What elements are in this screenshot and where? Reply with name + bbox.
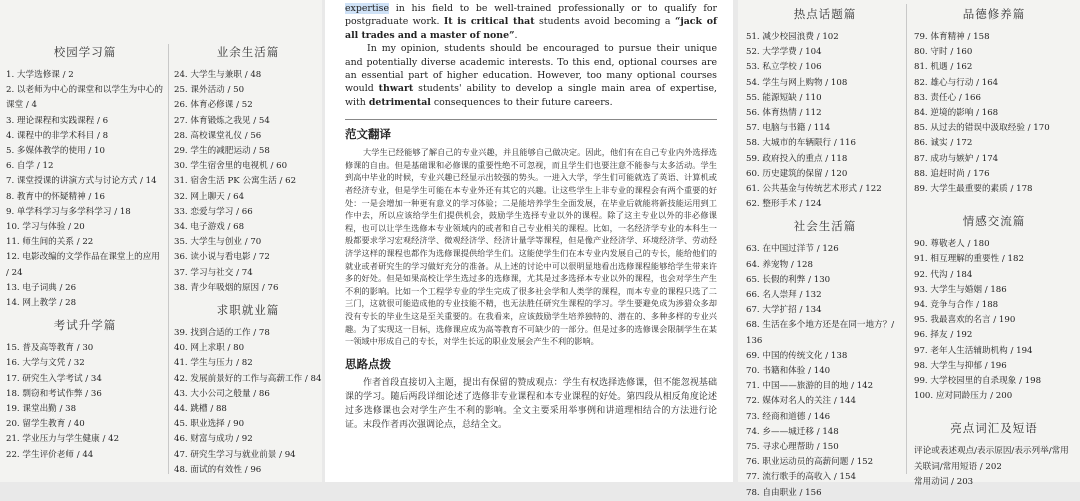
toc-entry[interactable]: 61. 公共基金与传统艺术形式 / 122 — [746, 184, 882, 195]
toc-entry[interactable]: 38. 青少年吸烟的原因 / 76 — [174, 282, 279, 293]
section-campus-study — [6, 44, 164, 311]
toc-entry[interactable]: 84. 逆境的影响 / 168 — [914, 108, 999, 119]
toc-entry[interactable]: 29. 学生的减肥运动 / 58 — [174, 146, 270, 157]
toc-entry[interactable]: 97. 老年人生活辅助机构 / 194 — [914, 345, 1033, 356]
toc-entry[interactable]: 27. 体育锻炼之我见 / 54 — [174, 115, 270, 126]
toc-entry[interactable]: 82. 雄心与行动 / 164 — [914, 77, 999, 88]
toc-entry[interactable]: 55. 能源短缺 / 110 — [746, 92, 822, 103]
toc-entry[interactable]: 57. 电脑与书籍 / 114 — [746, 123, 831, 134]
bold-phrase: It is critical that — [443, 16, 535, 28]
translation-text: 大学生已经能够了解自己的专业兴趣，并且能够自己做决定。因此，他们有在自己专业内外选择选修课的自由。但是基础课和必修课的重要性绝不可忽视，而且学生们也要注意不能参与太多活动。学生到高中毕业的时候，专业兴趣已经显示出较强的势头。一进入大学，学生们可能就选了英语、计算机或者经济专业，但是学生可能在本专业外还有其它的兴趣。让这些学生上非专业的课程会有两个重要的好处：一是会增加一种更有意义的学习体验；二是能培养学生全面发展，在毕业后就能将新技能运用到工作中去，所以应该给学生们提供机会，鼓励学生选择专业以外的课程。除了这主专业以外的非必修课程，也可以让学生选修本专业领域内的或者和自己专业相关的课程。比如，一名经济学专业的本科生一般都要求学习宏观经济学、微观经济学、经济计量学等课程，但是像产业经济学、环境经济学、劳动经济学这样的课程也都作为选修课提供给学生们。这能使学生们在本专业内发展自己的专长，能给他们的就业或者研究生的学习做好充分的准备。从上述的讨论中可以很明显地看出选修课程能够给学生带来许多的好处。但是如果高校让学生选过多的选修课，尤其是过多选择本专业以外的课程，也会对学生产生不利的影响。比如一个工程学专业的学生完成了很多社会学和人类学的课程，而本专业的课程只选了二三门，这就很可能造成他的专业技能不精，也无法胜任研究生课程的学习。学生要避免成为涉猎众多却没有专长的毕业生这是至关重要的。在我看来，应该鼓励学生培养独特的、潜在的、多种多样的专业兴趣。为了实现这一目标，选修课应成为高等教育不可缺少的一部分。但是过多的选修课会限制学生在某一领域中形成自己的专长，对学生长远的职业发展会产生不利的影响。 — [345, 147, 717, 347]
toc-entry[interactable]: 70. 书籍和体验 / 140 — [746, 366, 831, 377]
toc-entry[interactable]: 12. 电影改编的文学作品在课堂上的应用 / 24 — [6, 252, 160, 278]
bold-word: thwart — [378, 83, 414, 95]
toc-entry[interactable]: 85. 从过去的错误中汲取经验 / 170 — [914, 123, 1050, 134]
toc-entry[interactable]: 60. 历史建筑的保留 / 120 — [746, 168, 848, 179]
toc-entry[interactable]: 16. 大学与文凭 / 32 — [6, 358, 85, 369]
text-run: . — [514, 29, 518, 41]
toc-entry[interactable]: 4. 课程中的非学术科目 / 8 — [6, 130, 109, 141]
idea-text: 作者首段直接切入主题，提出有保留的赞成观点：学生有权选择选修课，但不能忽视基础课的学习。随后两段详细论述了选修非专业课程和本专业课程的好处。第四段从相反角度论述过多选修课也会对学生产生不利的影响。全文主要采用举事例和讲道理相结合的方法进行论证。末段作者再次强调论点，总结全文。 — [345, 377, 717, 431]
toc-left-page — [0, 0, 322, 482]
toc-entry[interactable]: 18. 剽窃和考试作弊 / 36 — [6, 388, 102, 399]
toc-entry[interactable]: 92. 代沟 / 184 — [914, 269, 973, 280]
toc-entry[interactable]: 22. 学生评价老师 / 44 — [6, 449, 94, 460]
toc-entry[interactable]: 73. 经商和道德 / 146 — [746, 411, 831, 422]
toc-entry[interactable]: 79. 体育精神 / 158 — [914, 32, 990, 42]
toc-entry[interactable]: 37. 学习与社交 / 74 — [174, 267, 253, 278]
text-run: consequences to their future careers. — [430, 96, 613, 108]
toc-entry[interactable]: 74. 乡——城迁移 / 148 — [746, 426, 839, 437]
toc-entry[interactable]: 42. 发展前景好的工作与高薪工作 / 84 — [174, 373, 322, 384]
toc-list — [174, 68, 322, 296]
toc-entry[interactable]: 33. 恋爱与学习 / 66 — [174, 206, 253, 217]
section-heading: 情感交流篇 — [962, 214, 1026, 229]
section-heading: 求职就业篇 — [216, 303, 280, 318]
toc-entry[interactable]: 36. 读小说与看电影 / 72 — [174, 252, 270, 263]
toc-entry[interactable]: 91. 相互理解的重要性 / 182 — [914, 254, 1024, 265]
section-heading: 考试升学篇 — [53, 318, 117, 333]
toc-entry[interactable]: 13. 电子词典 / 26 — [6, 282, 77, 293]
toc-entry[interactable]: 9. 单学科学习与多学科学习 / 18 — [6, 206, 131, 217]
column-divider — [906, 4, 907, 474]
toc-entry[interactable]: 63. 在中国过洋节 / 126 — [746, 244, 839, 255]
english-essay — [345, 0, 717, 109]
toc-list — [914, 444, 1074, 490]
bold-word: detrimental — [368, 96, 431, 108]
article-page — [325, 0, 733, 482]
toc-entry[interactable]: 46. 财富与成功 / 92 — [174, 434, 253, 445]
toc-entry[interactable]: 2. 以老师为中心的课堂和以学生为中心的课堂 / 4 — [6, 85, 164, 111]
toc-entry[interactable]: 56. 体育热情 / 112 — [746, 108, 822, 119]
section-hot-topics — [746, 6, 904, 212]
toc-entry[interactable]: 45. 职业选择 / 90 — [174, 419, 245, 430]
toc-entry[interactable]: 71. 中国——旅游的目的地 / 142 — [746, 381, 874, 392]
toc-entry[interactable]: 72. 媒体对名人的关注 / 144 — [746, 396, 856, 407]
section-heading: 亮点词汇及短语 — [950, 421, 1038, 436]
text-run: in his field to be well-trained professionally or to qualify for postgraduate work. — [345, 3, 717, 28]
toc-entry[interactable]: 87. 成功与嫉妒 / 174 — [914, 153, 999, 164]
toc-entry[interactable]: 7. 课堂授课的讲演方式与讨论方式 / 14 — [6, 176, 157, 187]
toc-entry[interactable]: 8. 教育中的怀疑精神 / 16 — [6, 191, 105, 202]
essay-paragraph — [345, 42, 717, 109]
section-exams — [6, 317, 164, 463]
section-social-life — [746, 218, 904, 500]
toc-entry[interactable]: 86. 诚实 / 172 — [914, 138, 973, 149]
column-divider — [168, 44, 169, 474]
text-run: In my opinion, students should be encouraged to pursue their unique and potentially diverse academic interests. To this end, optional courses are an essential part of higher education. However, too many optional courses would — [345, 43, 717, 95]
toc-entry[interactable]: 52. 大学学费 / 104 — [746, 47, 822, 58]
toc-entry[interactable]: 80. 守时 / 160 — [914, 47, 973, 58]
toc-list — [914, 237, 1074, 404]
toc-entry[interactable]: 69. 中国的传统文化 / 138 — [746, 350, 848, 361]
section-heading: 校园学习篇 — [53, 45, 117, 59]
toc-entry[interactable]: 78. 自由职业 / 156 — [746, 487, 822, 498]
text-run: students' ability to develop a single main area of expertise, with — [345, 83, 718, 108]
toc-entry[interactable]: 48. 面试的有效性 / 96 — [174, 464, 262, 475]
toc-left-col2 — [174, 38, 322, 478]
idea-title: 思路点拨 — [345, 356, 391, 371]
toc-entry[interactable]: 54. 学生与网上购物 / 108 — [746, 77, 848, 88]
section-emotion — [914, 213, 1074, 404]
section-heading: 热点话题篇 — [793, 7, 857, 21]
toc-entry[interactable]: 76. 职业运动员的高薪问题 / 152 — [746, 457, 874, 468]
toc-entry[interactable]: 93. 大学生与婚姻 / 186 — [914, 284, 1007, 295]
toc-entry[interactable]: 6. 自学 / 12 — [6, 161, 54, 172]
section-heading: 品德修养篇 — [962, 7, 1026, 21]
toc-entry[interactable]: 41. 学生与压力 / 82 — [174, 358, 253, 369]
toc-entry[interactable]: 3. 理论课程和实践课程 / 6 — [6, 115, 109, 126]
toc-entry[interactable]: 58. 大城市的车辆限行 / 116 — [746, 138, 856, 149]
section-morality — [914, 6, 1074, 197]
toc-entry[interactable]: 51. 减少校园浪费 / 102 — [746, 32, 839, 42]
text-run: students avoid becoming a — [534, 16, 675, 28]
section-leisure — [174, 44, 322, 296]
toc-entry[interactable]: 83. 责任心 / 166 — [914, 92, 981, 103]
toc-list — [746, 30, 904, 212]
toc-entry[interactable]: 96. 择友 / 192 — [914, 330, 973, 341]
toc-entry[interactable]: 20. 留学生教育 / 40 — [6, 419, 85, 430]
translation-title: 范文翻译 — [345, 127, 391, 142]
toc-entry[interactable]: 21. 学业压力与学生健康 / 42 — [6, 434, 120, 445]
toc-entry[interactable]: 28. 高校课堂礼仪 / 56 — [174, 130, 262, 141]
essay-paragraph — [345, 2, 717, 42]
toc-entry[interactable]: 53. 私立学校 / 106 — [746, 62, 822, 73]
toc-entry[interactable]: 25. 课外活动 / 50 — [174, 85, 245, 96]
toc-entry[interactable]: 77. 流行歌手的高收入 / 154 — [746, 472, 856, 483]
toc-entry[interactable]: 40. 网上求职 / 80 — [174, 343, 245, 354]
toc-entry[interactable]: 32. 网上聊天 / 64 — [174, 191, 245, 202]
toc-entry[interactable]: 30. 学生宿舍里的电视机 / 60 — [174, 161, 288, 172]
toc-entry[interactable]: 59. 政府投入的重点 / 118 — [746, 153, 848, 164]
toc-entry[interactable]: 1. 大学选修课 / 2 — [6, 70, 74, 80]
section-heading: 业余生活篇 — [216, 45, 280, 59]
toc-entry[interactable]: 19. 课堂出勤 / 38 — [6, 404, 77, 415]
toc-entry[interactable]: 11. 师生间的关系 / 22 — [6, 237, 94, 248]
toc-entry[interactable]: 100. 应对同龄压力 / 200 — [914, 391, 1013, 402]
toc-entry[interactable]: 5. 多媒体教学的使用 / 10 — [6, 146, 105, 157]
toc-entry[interactable]: 94. 竞争与合作 / 188 — [914, 300, 999, 311]
toc-entry[interactable]: 10. 学习与体验 / 20 — [6, 222, 85, 233]
toc-entry[interactable]: 98. 大学生与抑郁 / 196 — [914, 360, 1007, 371]
toc-entry[interactable]: 34. 电子游戏 / 68 — [174, 222, 245, 233]
toc-entry[interactable]: 44. 跳槽 / 88 — [174, 404, 227, 415]
toc-entry[interactable]: 常用动词 / 203 — [914, 476, 974, 487]
toc-list — [174, 326, 322, 478]
toc-entry[interactable]: 99. 大学校园里的自杀现象 / 198 — [914, 376, 1042, 387]
toc-list — [6, 341, 164, 463]
toc-list — [914, 30, 1074, 197]
toc-entry[interactable]: 26. 体育必修课 / 52 — [174, 100, 253, 111]
toc-entry[interactable]: 90. 尊敬老人 / 180 — [914, 239, 990, 250]
toc-right-col1 — [746, 0, 904, 501]
toc-entry[interactable]: 43. 大小公司之般量 / 86 — [174, 388, 270, 399]
toc-entry[interactable]: 95. 我最喜欢的名言 / 190 — [914, 315, 1016, 326]
toc-entry[interactable]: 15. 普及高等教育 / 30 — [6, 343, 94, 354]
toc-left-col1 — [6, 38, 164, 463]
toc-entry[interactable]: 88. 追赶时尚 / 176 — [914, 168, 990, 179]
toc-right-col2 — [914, 0, 1074, 490]
toc-entry[interactable]: 评论或表述观点/表示原因/表示列举/常用关联词/常用短语 / 202 — [914, 446, 1069, 472]
toc-entry[interactable]: 31. 宿舍生活 PK 公寓生活 / 62 — [174, 176, 297, 187]
toc-entry[interactable]: 35. 大学生与创业 / 70 — [174, 237, 262, 248]
toc-entry[interactable]: 17. 研究生入学考试 / 34 — [6, 373, 102, 384]
toc-entry[interactable]: 47. 研究生学习与就业前景 / 94 — [174, 449, 296, 460]
toc-entry[interactable]: 89. 大学生最重要的素质 / 178 — [914, 184, 1033, 195]
toc-entry[interactable]: 68. 生活在多个地方还是在同一地方？/ 136 — [746, 320, 895, 346]
toc-entry[interactable]: 14. 网上教学 / 28 — [6, 298, 77, 309]
toc-entry[interactable]: 24. 大学生与兼职 / 48 — [174, 70, 262, 80]
section-heading: 社会生活篇 — [793, 219, 857, 234]
toc-entry[interactable]: 75. 寻求心理帮助 / 150 — [746, 442, 839, 453]
toc-entry[interactable]: 65. 长假的利弊 / 130 — [746, 274, 831, 285]
toc-entry[interactable]: 39. 找到合适的工作 / 78 — [174, 328, 270, 339]
bold-phrase: “jack of all trades and a master of none” — [345, 16, 717, 41]
toc-list — [6, 68, 164, 311]
toc-entry[interactable]: 64. 养宠物 / 128 — [746, 259, 813, 270]
toc-entry[interactable]: 81. 机遇 / 162 — [914, 62, 973, 73]
toc-list — [746, 242, 904, 500]
toc-entry[interactable]: 67. 大学扩招 / 134 — [746, 305, 822, 316]
toc-entry[interactable]: 62. 整形手术 / 124 — [746, 199, 822, 210]
toc-entry[interactable]: 66. 名人崇拜 / 132 — [746, 290, 822, 301]
highlighted-word[interactable]: expertise — [345, 3, 389, 14]
toc-right-page — [738, 0, 1080, 498]
section-jobs — [174, 302, 322, 478]
section-vocabulary — [914, 420, 1074, 490]
divider-rule — [345, 119, 717, 120]
